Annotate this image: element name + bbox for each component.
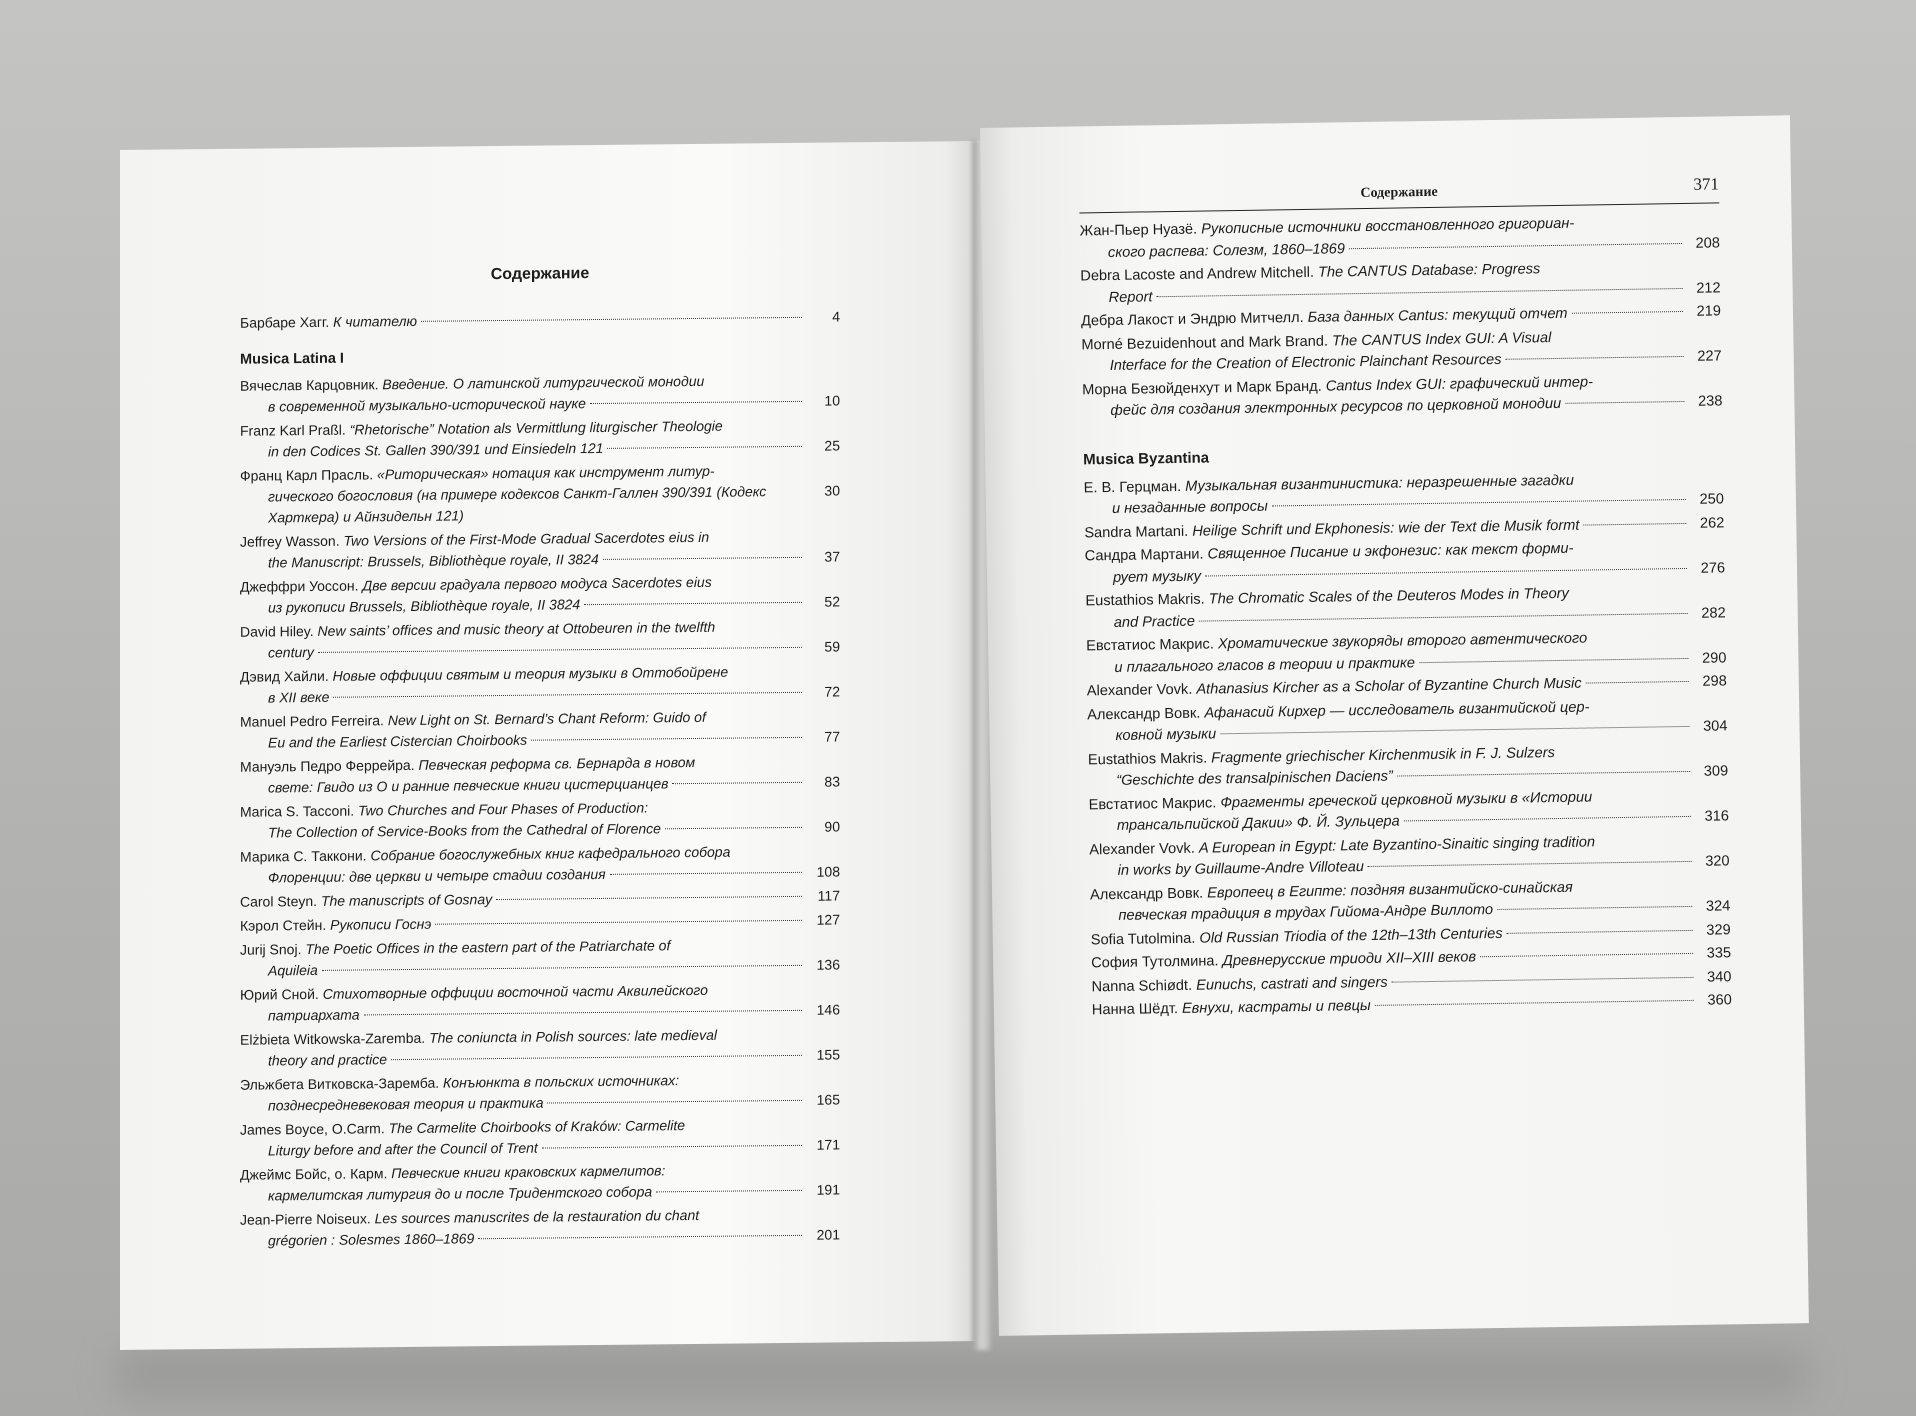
toc-page-number: 282 xyxy=(1701,604,1726,622)
toc-author: Мануэль Педро Феррейра. xyxy=(240,756,415,775)
toc-entry xyxy=(240,414,840,462)
toc-author: Морна Безюйденхут и Марк Бранд. xyxy=(1082,378,1322,398)
toc-author: Евстатиос Макрис. xyxy=(1086,636,1214,655)
toc-author: James Boyce, O.Carm. xyxy=(240,1120,385,1138)
toc-author: Franz Karl Praßl. xyxy=(240,421,346,439)
toc-author: Debra Lacoste and Andrew Mitchell. xyxy=(1080,264,1315,285)
toc-entry xyxy=(240,885,840,912)
dot-leader xyxy=(333,692,802,698)
toc-title-part-2: theory and practice xyxy=(268,1051,388,1069)
toc-page-number: 4 xyxy=(832,308,840,325)
toc-author: Кэрол Стейн. xyxy=(240,916,327,934)
dot-leader xyxy=(590,401,802,404)
dot-leader xyxy=(1272,499,1686,507)
dot-leader xyxy=(1205,567,1687,576)
toc-title-part-2: и незаданные вопросы xyxy=(1111,498,1268,517)
right-section-entries xyxy=(1084,468,1732,1022)
toc-page-number: 52 xyxy=(824,593,840,610)
toc-page-number: 335 xyxy=(1706,945,1732,962)
toc-entry xyxy=(240,459,840,528)
toc-page-number: 90 xyxy=(824,818,840,835)
toc-title-part-1: Собрание богослужебных книг кафедрального собора xyxy=(370,843,731,864)
dot-leader xyxy=(1506,356,1684,360)
toc-page-number: 360 xyxy=(1707,992,1732,1009)
toc-entry xyxy=(240,306,840,333)
toc-page-number: 171 xyxy=(816,1136,840,1153)
dot-leader xyxy=(1480,953,1693,957)
toc-page-number: 25 xyxy=(824,437,840,454)
toc-title-part-1: Новые оффиции святым и теория музыки в Оттобойрене xyxy=(332,663,729,684)
dot-leader xyxy=(1419,657,1688,662)
toc-author: Alexander Vovk. xyxy=(1089,840,1195,858)
toc-title-part-2: певческая традиция в трудах Гийома-Андре Виллото xyxy=(1118,902,1494,924)
toc-title-part-2: К читателю xyxy=(333,312,417,330)
dot-leader xyxy=(1397,771,1690,777)
toc-page-number: 298 xyxy=(1702,673,1727,690)
toc-title-part-2: свете: Гвидо из О и ранние певческие книги цистерцианцев xyxy=(268,775,669,796)
toc-entry xyxy=(1086,626,1727,679)
toc-entry xyxy=(240,1113,840,1161)
dot-leader xyxy=(1404,816,1691,822)
toc-author: Дэвид Хайли. xyxy=(240,667,329,685)
toc-title-part-2: База данных Cantus: текущий отчет xyxy=(1307,305,1568,326)
page-number: 371 xyxy=(1693,174,1720,194)
toc-page-number: 37 xyxy=(824,548,840,565)
right-page-content xyxy=(1079,176,1732,1023)
toc-author: Франц Карл Прасль. xyxy=(240,466,374,484)
toc-title-part-1: Фрагменты греческой церковной музыки в «Истории xyxy=(1220,788,1593,811)
dot-leader xyxy=(610,872,802,875)
toc-page-number: 72 xyxy=(824,683,840,700)
toc-title-part-2: Древнерусские триоди XII–XIII веков xyxy=(1222,949,1477,970)
toc-title-part-2: рует музыку xyxy=(1112,568,1202,586)
toc-author: Вячеслав Карцовник. xyxy=(240,376,379,394)
toc-author: Carol Steyn. xyxy=(240,892,318,910)
toc-title-part-2: Евнухи, кастраты и певцы xyxy=(1181,997,1371,1017)
toc-author: Нанна Шёдт. xyxy=(1091,1001,1179,1019)
toc-title-part-2: и плагального гласов в теории и практике xyxy=(1114,654,1416,676)
toc-entry xyxy=(1090,875,1731,928)
toc-entry xyxy=(240,570,840,618)
toc-page-number: 59 xyxy=(824,638,840,655)
toc-title-part-2: “Geschichte des transalpinischen Daciens” xyxy=(1116,768,1393,789)
toc-title-part-1: The Poetic Offices in the eastern part of the Patriarchate of xyxy=(305,937,671,958)
dot-leader xyxy=(435,920,802,925)
toc-entry xyxy=(1079,211,1720,264)
toc-entry xyxy=(240,933,840,981)
toc-page-number: 146 xyxy=(816,1001,840,1018)
toc-title-part-2: из рукописи Brussels, Bibliothèque royale, II 3824 xyxy=(268,596,581,616)
toc-title-part-2: and Practice xyxy=(1113,613,1196,631)
toc-entry xyxy=(240,795,840,843)
toc-title-part-2: Aquileia xyxy=(268,961,318,979)
toc-entry-last-line xyxy=(240,480,840,528)
toc-entry-last-line xyxy=(240,306,840,333)
dot-leader xyxy=(421,317,802,322)
toc-entry xyxy=(240,909,840,936)
left-section-entries xyxy=(240,369,840,1251)
toc-title-part-2: century xyxy=(268,643,314,661)
toc-title-part-2: The Collection of Service-Books from the Cathedral of Florence xyxy=(268,820,661,841)
toc-title-part-1: Two Versions of the First-Mode Gradual Sacerdotes eius in xyxy=(343,528,710,549)
toc-page-number: 108 xyxy=(816,863,840,880)
toc-entry xyxy=(1087,695,1728,748)
toc-page-number: 316 xyxy=(1704,808,1730,825)
toc-author: Jurij Snoj. xyxy=(240,941,302,958)
dot-leader xyxy=(665,827,802,829)
dot-leader xyxy=(1586,681,1689,684)
toc-entry xyxy=(240,660,840,708)
toc-title-part-2: grégorien : Solesmes 1860–1869 xyxy=(268,1230,475,1249)
toc-author: Александр Вовк. xyxy=(1089,885,1204,903)
toc-title-part-2: Interface for the Creation of Electronic Plainchant Resources xyxy=(1109,351,1502,374)
toc-entry xyxy=(1088,740,1729,793)
toc-title-part-1: “Rhetorische” Notation als Vermittlung liturgischer Theologie xyxy=(349,417,723,438)
toc-author: Eustathios Makris. xyxy=(1085,591,1205,610)
dot-leader xyxy=(1565,401,1684,404)
toc-title-part-2: Рукописи Госнэ xyxy=(330,915,432,933)
toc-author: Дебра Лакост и Эндрю Митчелл. xyxy=(1080,309,1304,330)
toc-author: София Тутолмина. xyxy=(1091,953,1219,972)
dot-leader xyxy=(531,737,802,741)
running-head xyxy=(1079,176,1719,213)
toc-entry xyxy=(240,840,840,888)
toc-title-part-1: Европеец в Египте: поздняя византийско-синайская xyxy=(1207,879,1573,902)
dot-leader xyxy=(672,782,802,784)
toc-entry xyxy=(240,1068,840,1116)
toc-title-part-2: Флоренции: две церкви и четыре стадии создания xyxy=(268,865,606,886)
toc-entry xyxy=(240,705,840,753)
toc-author: Morné Bezuidenhout and Mark Brand. xyxy=(1081,333,1329,353)
toc-entry xyxy=(1084,468,1725,521)
toc-author: David Hiley. xyxy=(240,622,314,640)
toc-author: Джеффри Уоссон. xyxy=(240,577,359,595)
book-shadow xyxy=(112,1348,1812,1398)
toc-entry xyxy=(240,525,840,573)
toc-entry xyxy=(240,750,840,798)
toc-author: Nanna Schiødt. xyxy=(1091,977,1193,995)
toc-page-number: 340 xyxy=(1706,968,1732,986)
toc-author: Барбаре Хагг. xyxy=(240,313,330,331)
toc-title-part-1: Fragmente griechischer Kirchenmusik in F. J. Sulzers xyxy=(1211,744,1555,766)
toc-page-number: 30 xyxy=(824,482,840,499)
left-intro-entries xyxy=(240,306,840,333)
toc-entry xyxy=(1085,536,1726,589)
contents-heading: Содержание xyxy=(490,265,590,284)
toc-page-number: 320 xyxy=(1705,853,1730,870)
toc-author: Elżbieta Witkowska-Zaremba. xyxy=(240,1029,426,1048)
toc-title-part-2: гического богословия (на примере кодексов Санкт-Галлен 390/391 (Кодекс Харткера) и Айнзидельн 121) xyxy=(268,483,767,526)
toc-title-part-1: Афанасий Кирхер — исследователь византийской цер- xyxy=(1204,698,1590,722)
toc-author: Эльжбета Витковска-Заремба. xyxy=(240,1074,440,1093)
toc-title-part-1: Two Churches and Four Phases of Production: xyxy=(358,799,649,819)
left-page-content xyxy=(240,262,840,1254)
toc-page-number: 191 xyxy=(816,1181,840,1198)
toc-title-part-1: A European in Egypt: Late Byzantino-Sinaitic singing tradition xyxy=(1198,833,1596,857)
toc-title-part-2: ковной музыки xyxy=(1115,726,1217,744)
toc-author: Eustathios Makris. xyxy=(1087,750,1208,768)
dot-leader xyxy=(478,1235,802,1239)
dot-leader xyxy=(547,1100,802,1104)
toc-title-part-1: The coniuncta in Polish sources: late medieval xyxy=(429,1026,717,1046)
toc-page-number: 238 xyxy=(1697,393,1723,410)
toc-title-part-1: Хроматические звукоряды второго автентического xyxy=(1217,630,1588,653)
toc-author: Юрий Сной. xyxy=(240,985,319,1003)
toc-page-number: 219 xyxy=(1696,303,1722,320)
dot-leader xyxy=(1368,861,1692,867)
dot-leader xyxy=(1583,522,1686,525)
toc-author: Джеймс Бойс, о. Карм. xyxy=(240,1165,388,1183)
toc-title-part-1: The Carmelite Choirbooks of Kraków: Carmelite xyxy=(388,1117,686,1137)
toc-author: Сандра Мартани. xyxy=(1084,546,1204,565)
dot-leader xyxy=(584,602,802,605)
dot-leader xyxy=(1392,976,1694,982)
toc-page-number: 77 xyxy=(824,728,840,745)
dot-leader xyxy=(1156,287,1682,296)
toc-entry xyxy=(240,1023,840,1071)
toc-page-number: 201 xyxy=(816,1226,840,1243)
toc-title-part-2: Report xyxy=(1108,288,1153,306)
toc-page-number: 329 xyxy=(1706,921,1731,939)
dot-leader xyxy=(656,1190,802,1193)
toc-page-number: 227 xyxy=(1697,348,1722,365)
toc-title-part-2: Athanasius Kircher as a Scholar of Byzantine Church Music xyxy=(1196,675,1582,698)
toc-title-part-1: Рукописные источники восстановленного григориан- xyxy=(1201,215,1575,238)
toc-title-part-1: New saints’ offices and music theory at Ottobeuren in the twelfth xyxy=(317,618,716,639)
toc-title-part-2: в XII веке xyxy=(268,688,330,706)
running-head-title: Содержание xyxy=(1360,184,1438,202)
toc-title-part-1: Введение. О латинской литургической монодии xyxy=(382,372,705,393)
toc-title-part-2: The manuscripts of Gosnay xyxy=(320,891,493,909)
toc-page-number: 117 xyxy=(817,887,840,904)
toc-author: Jeffrey Wasson. xyxy=(240,532,340,550)
toc-title-part-2: Liturgy before and after the Council of Trent xyxy=(268,1139,538,1159)
dot-leader xyxy=(542,1145,802,1149)
dot-leader xyxy=(1199,612,1688,621)
dot-leader xyxy=(364,1010,802,1016)
toc-title-part-1: Священное Писание и экфонезис: как текст форми- xyxy=(1207,540,1574,563)
dot-leader xyxy=(322,965,802,971)
toc-title-part-1: Певческая реформа св. Бернарда в новом xyxy=(418,753,696,773)
right-intro-entries xyxy=(1079,211,1722,423)
section-title-musica-latina: Musica Latina I xyxy=(240,350,344,368)
dot-leader xyxy=(1507,929,1693,933)
toc-page-number: 10 xyxy=(824,392,840,409)
toc-page-number: 290 xyxy=(1701,649,1727,667)
toc-page-number: 324 xyxy=(1705,898,1731,915)
toc-title-part-1: Les sources manuscrites de la restauration du chant xyxy=(374,1206,700,1227)
toc-entry xyxy=(1082,370,1723,423)
toc-title-part-1: «Риторическая» нотация как инструмент литур- xyxy=(377,462,715,483)
toc-title-part-2: ского распева: Солезм, 1860–1869 xyxy=(1107,240,1346,261)
dot-leader xyxy=(496,896,802,900)
toc-page-number: 83 xyxy=(824,773,840,790)
toc-author: Е. В. Герцман. xyxy=(1083,478,1182,496)
left-page xyxy=(120,141,980,1350)
toc-entry xyxy=(1085,581,1726,634)
toc-title-part-2: фейс для создания электронных ресурсов по церковной монодии xyxy=(1110,395,1562,419)
toc-author: Jean-Pierre Noiseux. xyxy=(240,1210,371,1228)
toc-page-number: 155 xyxy=(816,1046,840,1063)
toc-title-part-1: Cantus Index GUI: графический интер- xyxy=(1325,373,1594,395)
toc-title-part-2: Eunuchs, castrati and singers xyxy=(1196,974,1388,994)
toc-page-number: 136 xyxy=(816,956,840,973)
toc-author: Евстатиос Макрис. xyxy=(1088,794,1217,813)
toc-page-number: 262 xyxy=(1699,514,1725,532)
toc-title-part-2: трансальпийской Дакии» Ф. Й. Зульцера xyxy=(1116,813,1400,834)
dot-leader xyxy=(1220,726,1689,734)
toc-title-part-1: The Chromatic Scales of the Deuteros Modes in Theory xyxy=(1208,585,1569,608)
section-title-musica-byzantina: Musica Byzantina xyxy=(1083,448,1210,468)
toc-author: Жан-Пьер Нуазё. xyxy=(1079,221,1198,240)
toc-title-part-1: The CANTUS Index GUI: A Visual xyxy=(1331,329,1552,349)
toc-title-part-1: Стихотворные оффиции восточной части Аквилейского xyxy=(322,981,708,1002)
toc-page-number: 208 xyxy=(1695,234,1721,252)
toc-entry xyxy=(1089,830,1730,883)
dot-leader xyxy=(391,1055,802,1060)
toc-author: Alexander Vovk. xyxy=(1086,681,1193,700)
toc-entry xyxy=(240,978,840,1026)
toc-entry xyxy=(1088,785,1729,838)
toc-title-part-2: the Manuscript: Brussels, Bibliothèque royale, II 3824 xyxy=(268,550,599,571)
toc-title-part-1: The CANTUS Database: Progress xyxy=(1317,261,1541,281)
toc-entry xyxy=(1080,256,1721,309)
toc-title-part-2: в современной музыкально-исторической науке xyxy=(268,395,586,415)
dot-leader xyxy=(1349,242,1682,248)
toc-author: Manuel Pedro Ferreira. xyxy=(240,712,384,730)
dot-leader xyxy=(1571,311,1682,314)
toc-author: Sofia Tutolmina. xyxy=(1090,930,1196,948)
toc-title-part-2: in den Codices St. Gallen 390/391 und Einsiedeln 121 xyxy=(268,439,604,460)
toc-title-part-2: Heilige Schrift und Ekphonesis: wie der Text die Musik formt xyxy=(1192,517,1580,540)
toc-entry-last-line xyxy=(240,885,840,912)
dot-leader xyxy=(1375,1000,1694,1006)
toc-author: Sandra Martani. xyxy=(1084,523,1189,541)
toc-page-number: 309 xyxy=(1703,763,1729,780)
toc-title-part-1: Певческие книги краковских кармелитов: xyxy=(391,1162,666,1182)
toc-title-part-2: Eu and the Earliest Cistercian Choirbooks xyxy=(268,731,528,751)
dot-leader xyxy=(603,557,802,560)
toc-title-part-1: Конъюнкта в польских источниках: xyxy=(443,1072,680,1091)
toc-author: Марика С. Таккони. xyxy=(240,847,367,865)
dot-leader xyxy=(1497,906,1692,910)
toc-page-number: 250 xyxy=(1699,491,1725,508)
toc-page-number: 304 xyxy=(1703,718,1728,735)
toc-author: Marica S. Tacconi. xyxy=(240,802,355,820)
right-page xyxy=(980,115,1809,1336)
toc-author: Александр Вовк. xyxy=(1087,705,1201,723)
toc-title-part-1: Две версии градуала первого модуса Sacerdotes eius xyxy=(362,573,712,594)
toc-entry-last-line xyxy=(240,909,840,936)
dot-leader xyxy=(607,446,802,449)
toc-title-part-2: Old Russian Triodia of the 12th–13th Centuries xyxy=(1199,925,1503,947)
toc-page-number: 276 xyxy=(1700,559,1726,577)
toc-entry xyxy=(240,615,840,663)
toc-title-part-1: Музыкальная византинистика: неразрешенные загадки xyxy=(1185,472,1574,495)
toc-title-part-2: позднесредневековая теория и практика xyxy=(268,1094,544,1114)
toc-title-part-2: in works by Guillaume-Andre Villoteau xyxy=(1117,859,1365,879)
toc-title-part-2: кармелитская литургия до и после Тридентского собора xyxy=(268,1183,653,1204)
dot-leader xyxy=(318,647,802,653)
toc-title-part-2: патриархата xyxy=(268,1006,360,1024)
toc-entry xyxy=(240,369,840,417)
toc-page-number: 165 xyxy=(816,1091,840,1108)
toc-entry xyxy=(240,1158,840,1206)
toc-title-part-1: New Light on St. Bernard’s Chant Reform: Guido of xyxy=(387,708,706,729)
toc-page-number: 212 xyxy=(1696,279,1721,297)
toc-entry xyxy=(1081,325,1722,378)
toc-page-number: 127 xyxy=(816,911,840,928)
toc-entry xyxy=(240,1203,840,1251)
